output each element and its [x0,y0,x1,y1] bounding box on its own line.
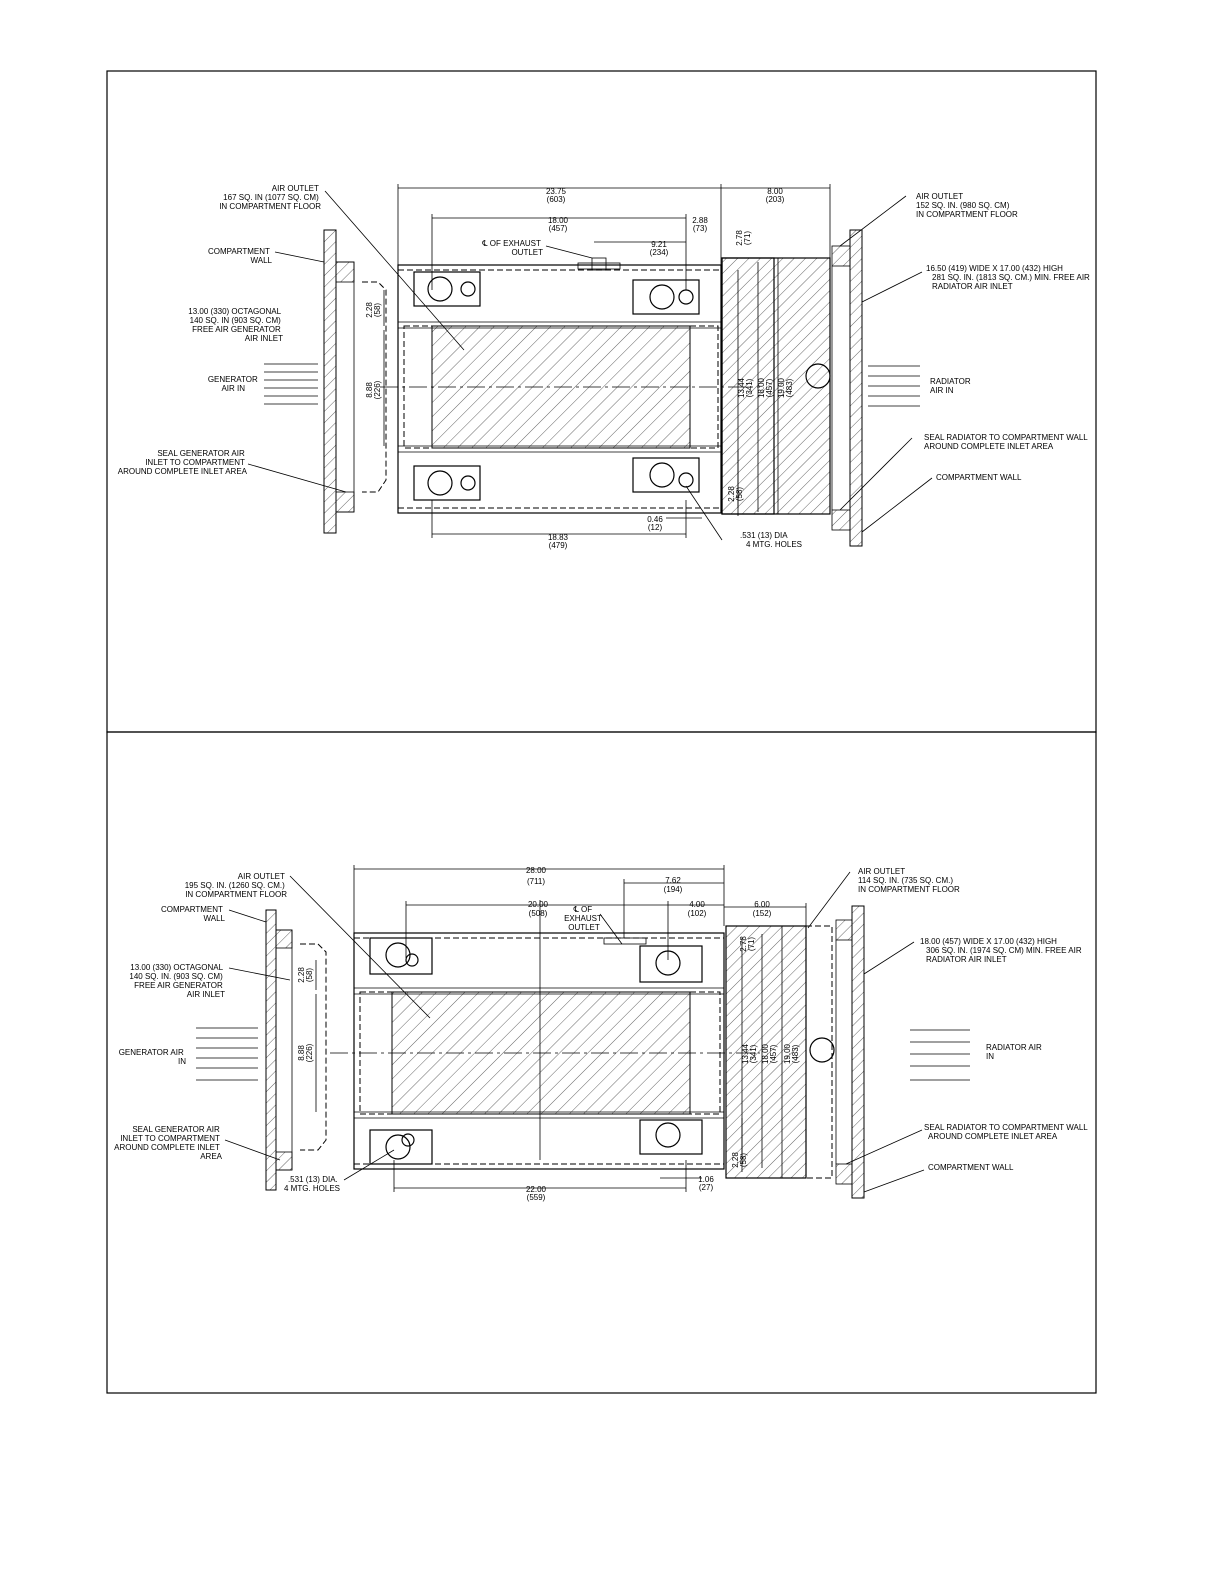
lower-dim-d10: 18.00(457) [761,1043,778,1065]
lower-dim-d6: 2.78(71) [739,936,756,952]
upper-label-radiator-inlet-size: 16.50 (419) WIDE X 17.00 (432) HIGH 281 SQ. IN. (1813 SQ. CM.) MIN. FREE AIR RADIATOR AIR INLET [926,264,1090,291]
lower-dim-d12: 2.28(58) [731,1152,748,1168]
upper-label-radiator-air-in: RADIATOR AIR IN [930,377,971,395]
upper-dim-d2: 8.00 (203) [765,187,785,204]
lower-label-generator-air-in: GENERATOR AIR IN [118,1048,186,1066]
lower-dim-d9: 13.44(341) [741,1043,758,1065]
upper-dim-d1: 23.75 (603) [545,187,567,204]
upper-label-mtg-holes: .531 (13) DIA 4 MTG. HOLES [740,531,803,549]
lower-label-seal-radiator: SEAL RADIATOR TO COMPARTMENT WALL AROUND COMPLETE INLET AREA [924,1123,1088,1141]
upper-label-air-outlet-right: AIR OUTLET 152 SQ. IN. (980 SQ. CM) IN COMPARTMENT FLOOR [916,192,1018,219]
upper-label-exhaust-outlet: ℄ OF EXHAUST OUTLET [482,239,543,257]
lower-label-compartment-wall-left: COMPARTMENT WALL [160,905,225,923]
upper-label-compartment-wall-right: COMPARTMENT WALL [936,473,1022,482]
lower-label-mtg-holes: .531 (13) DIA. 4 MTG. HOLES [283,1175,340,1193]
lower-label-seal-generator: SEAL GENERATOR AIR INLET TO COMPARTMENT AROUND COMPLETE INLET AREA [114,1125,222,1161]
lower-dim-d8: 8.88(226) [297,1043,314,1063]
lower-label-compartment-wall-right: COMPARTMENT WALL [928,1163,1014,1172]
lower-left-wall [266,910,276,1190]
lower-dim-d2: 7.62 (194) [663,876,683,894]
upper-dim-d12: 2.28(58) [727,486,744,502]
lower-label-radiator-inlet-size: 18.00 (457) WIDE X 17.00 (432) HIGH 306 SQ. IN. (1974 SQ. CM) MIN. FREE AIR RADIATOR AIR INLET [920,937,1082,964]
lower-label-exhaust-outlet: ℄ OF EXHAUST OUTLET [564,905,602,932]
upper-label-seal-generator: SEAL GENERATOR AIR INLET TO COMPARTMENT AROUND COMPLETE INLET AREA [117,449,247,476]
lower-dim-d14: 1.06 (27) [698,1175,714,1192]
upper-label-air-outlet-left: AIR OUTLET 167 SQ. IN (1077 SQ. CM) IN COMPARTMENT FLOOR [219,184,321,211]
upper-dim-d5: 2.78(71) [735,230,752,246]
upper-dim-d3: 18.00 (457) [547,216,569,233]
upper-label-generator-air-in: GENERATOR AIR IN [207,375,258,393]
lower-dim-d1: 28.00 (711) [525,866,547,886]
lower-dim-d11: 19.00(483) [783,1043,800,1065]
upper-view [118,184,1092,550]
upper-dim-d7: 2.28(58) [365,302,382,318]
upper-label-generator-inlet-size: 13.00 (330) OCTAGONAL 140 SQ. IN (903 SQ. CM) FREE AIR GENERATOR AIR INLET [188,307,283,343]
lower-dim-d3: 20.00 (508) [527,900,549,918]
upper-dim-d8: 8.88(226) [365,380,382,400]
upper-dim-d6: 9.21 (234) [649,240,669,257]
upper-dim-d14: 18.83 (479) [547,533,569,550]
upper-dim-d4: 2.88 (73) [692,216,708,233]
lower-dim-d13: 22.00 (559) [525,1185,547,1202]
lower-label-air-outlet-right: AIR OUTLET 114 SQ. IN. (735 SQ. CM.) IN COMPARTMENT FLOOR [858,867,960,894]
upper-dim-d11: 19.00(483) [777,377,794,399]
upper-dim-d10: 18.00(457) [757,377,774,399]
lower-label-air-outlet-left: AIR OUTLET 195 SQ. IN. (1260 SQ. CM.) IN COMPARTMENT FLOOR [184,872,287,899]
lower-view [114,865,1090,1202]
lower-dim-d4: 4.00 (102) [687,900,707,918]
lower-right-wall [852,906,864,1198]
lower-dim-d7: 2.28(58) [297,967,314,983]
upper-label-compartment-wall-left: COMPARTMENT WALL [207,247,272,265]
lower-label-generator-inlet-size: 13.00 (330) OCTAGONAL 140 SQ. IN. (903 SQ. CM) FREE AIR GENERATOR AIR INLET [129,963,225,999]
lower-dim-d5: 6.00 (152) [752,900,772,918]
upper-dim-d13: 0.46 (12) [647,515,663,532]
lower-label-radiator-air-in: RADIATOR AIR IN [986,1043,1042,1061]
upper-dim-d9: 13.44(341) [737,377,754,399]
upper-label-seal-radiator: SEAL RADIATOR TO COMPARTMENT WALL AROUND COMPLETE INLET AREA [924,433,1088,451]
